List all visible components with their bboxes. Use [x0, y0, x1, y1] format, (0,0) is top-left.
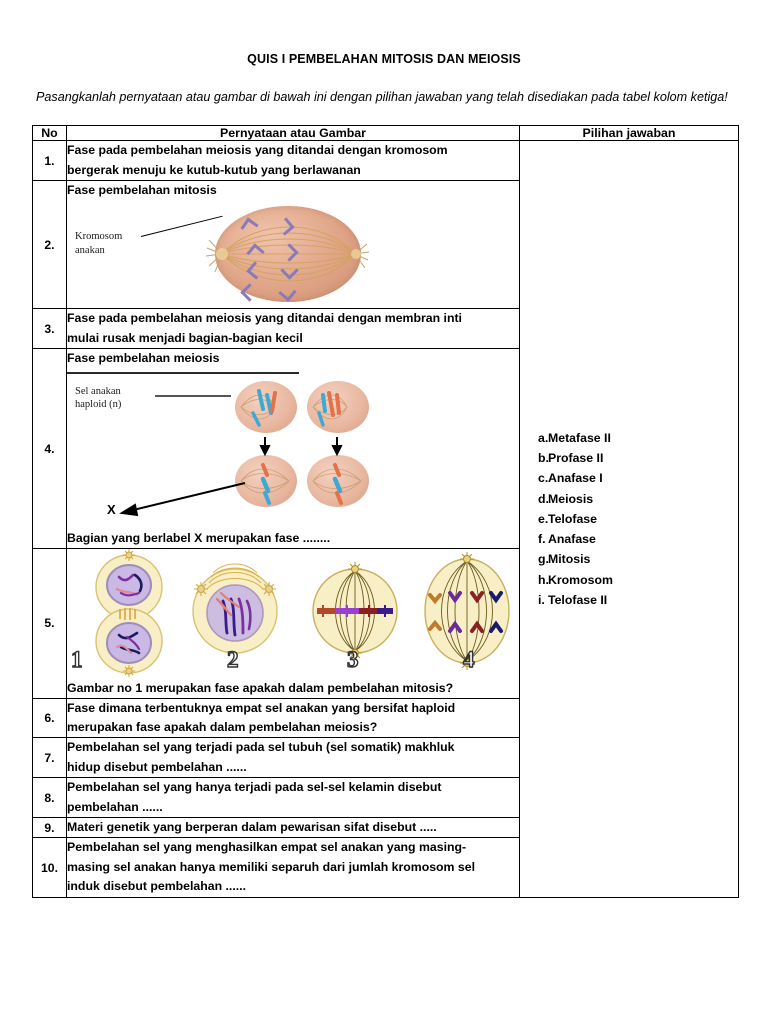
mitosis-phases-figure — [67, 549, 519, 677]
list-item — [520, 590, 738, 610]
statement-line: Pembelahan sel yang hanya terjadi pada sel-sel kelamin disebut — [67, 780, 442, 795]
row-number: 8. — [33, 778, 67, 818]
meiosis-figure — [67, 379, 519, 529]
answer-options-cell — [520, 141, 739, 898]
phase-number: 3 — [347, 647, 359, 673]
row-number: 10. — [33, 838, 67, 897]
statement-line: Fase pada pembelahan meiosis yang ditandai dengan kromosom — [67, 143, 448, 158]
list-item — [520, 428, 738, 448]
header-statement: Pernyataan atau Gambar — [67, 126, 520, 141]
divider — [67, 372, 299, 374]
row-statement — [67, 738, 520, 778]
statement-line: Gambar no 1 merupakan fase apakah dalam pembelahan mitosis? — [67, 681, 454, 696]
table-row — [33, 141, 739, 181]
phase-number: 2 — [227, 647, 239, 673]
statement-line: bergerak menuju ke kutub-kutub yang berlawanan — [67, 162, 361, 177]
list-item — [520, 448, 738, 468]
row-statement — [67, 309, 520, 349]
option-label: Kromosom — [548, 572, 613, 587]
option-letter: f. — [538, 532, 546, 547]
answer-options-list — [520, 428, 738, 611]
row-statement — [67, 549, 520, 698]
table-header-row — [33, 126, 739, 141]
row-number: 7. — [33, 738, 67, 778]
callout-line: Sel anakan — [75, 385, 121, 397]
phase-number: 1 — [71, 647, 83, 673]
row-number: 5. — [33, 549, 67, 698]
statement-line: Fase pada pembelahan meiosis yang ditandai dengan membran inti — [67, 311, 462, 326]
option-label: Profase II — [548, 450, 604, 465]
row-statement — [67, 698, 520, 738]
option-letter: a. — [538, 430, 549, 445]
row-statement — [67, 349, 520, 549]
header-answers: Pilihan jawaban — [520, 126, 739, 141]
row-statement — [67, 141, 520, 181]
row-statement — [67, 778, 520, 818]
option-letter: b. — [538, 450, 549, 465]
page-title: QUIS I PEMBELAHAN MITOSIS DAN MEIOSIS — [247, 52, 521, 66]
row-statement — [67, 838, 520, 897]
statement-line: Pembelahan sel yang terjadi pada sel tubuh (sel somatik) makhluk — [67, 740, 455, 755]
option-label: Mitosis — [548, 552, 591, 567]
row-number: 2. — [33, 180, 67, 308]
row-number: 9. — [33, 818, 67, 838]
phase-1-telophase — [96, 549, 162, 677]
figure-marker-x: X — [107, 501, 116, 517]
quiz-table — [32, 125, 739, 898]
row-number: 1. — [33, 141, 67, 181]
option-letter: g. — [538, 552, 549, 567]
option-letter: i. — [538, 592, 545, 607]
meiosis-detail-icon — [67, 379, 520, 529]
row-number: 4. — [33, 349, 67, 549]
phase-2-prophase — [193, 564, 277, 653]
row-statement — [67, 180, 520, 308]
callout-line: anakan — [75, 244, 105, 256]
list-item — [520, 549, 738, 569]
row-number: 3. — [33, 309, 67, 349]
statement-line: induk disebut pembelahan ...... — [67, 879, 247, 894]
option-label: Telofase — [548, 511, 597, 526]
statement-line: pembelahan ...... — [67, 799, 163, 814]
option-label: Telofase II — [548, 592, 608, 607]
header-no: No — [33, 126, 67, 141]
statement-line: Fase pembelahan mitosis — [67, 182, 217, 197]
list-item — [520, 529, 738, 549]
row-number: 6. — [33, 698, 67, 738]
statement-line: Pembelahan sel yang menghasilkan empat sel anakan yang masing- — [67, 840, 467, 855]
option-label: Anafase — [548, 532, 596, 547]
row-statement — [67, 818, 520, 838]
statement-line: Fase dimana terbentuknya empat sel anakan yang bersifat haploid — [67, 700, 456, 715]
option-label: Anafase I — [548, 471, 603, 486]
list-item — [520, 570, 738, 590]
option-letter: c. — [538, 471, 549, 486]
statement-line: mulai rusak menjadi bagian-bagian kecil — [67, 330, 303, 345]
statement-line: Bagian yang berlabel X merupakan fase ........ — [67, 530, 331, 545]
list-item — [520, 468, 738, 488]
statement-line: merupakan fase apakah dalam pembelahan meiosis? — [67, 719, 378, 734]
callout-line: Kromosom — [75, 231, 123, 243]
statement-line: Materi genetik yang berperan dalam pewarisan sifat disebut ..... — [67, 820, 437, 835]
option-label: Meiosis — [548, 491, 594, 506]
callout-line: haploid (n) — [75, 398, 122, 410]
option-label: Metafase II — [548, 430, 611, 445]
phase-number: 4 — [463, 647, 475, 673]
statement-line: Fase pembelahan meiosis — [67, 351, 220, 366]
mitosis-phase-diagrams-icon — [67, 549, 512, 677]
option-letter: h. — [538, 572, 549, 587]
option-letter: d. — [538, 491, 549, 506]
mitosis-anaphase-figure — [67, 200, 519, 308]
option-letter: e. — [538, 511, 549, 526]
list-item — [520, 489, 738, 509]
list-item — [520, 509, 738, 529]
statement-line: hidup disebut pembelahan ...... — [67, 759, 247, 774]
statement-line: masing sel anakan hanya memiliki separuh dari jumlah kromosom sel — [67, 859, 476, 874]
instruction-text: Pasangkanlah pernyataan atau gambar di bawah ini dengan pilihan jawaban yang telah disediakan pada tabel kolom ketiga! — [36, 90, 728, 104]
phase-3-metaphase — [313, 562, 397, 660]
